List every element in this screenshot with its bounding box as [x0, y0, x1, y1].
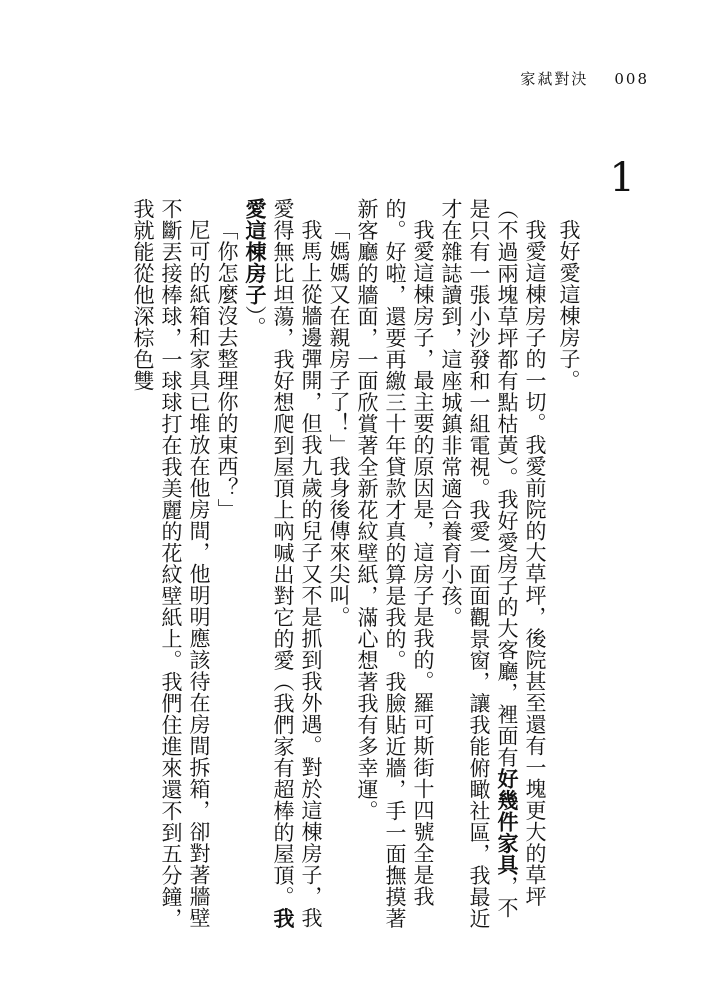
paragraph-7: 尼可的紙箱和家具已堆放在他房間，他明明應該待在房間拆箱，卻對著牆壁不斷丟接棒球，一球球打在我美麗的花紋壁紙上。我們住進來還不到五分鐘，我就能從他深棕色雙: [131, 198, 211, 929]
chapter-number: 1: [609, 155, 635, 201]
paragraph-5-b: ）。: [243, 305, 267, 338]
paragraph-2: [437, 198, 549, 938]
paragraph-5: [241, 198, 325, 938]
paragraph-1: 我好愛這棟房子。: [557, 219, 581, 391]
book-title: 家弒對決: [520, 70, 589, 88]
page-number: 008: [614, 70, 649, 88]
paragraph-2-b: ，不是只有一張小沙發和一組電視。我愛一面面觀景窗，讓我能俯瞰社區，我最近才在雜誌讀到，這座城鎮非常適合養育小孩。: [439, 198, 519, 929]
paragraph-6: 「你怎麼沒去整理你的東西？」: [215, 219, 239, 520]
paragraph-3: 我愛這棟房子，最主要的原因是，這房子是我的。羅可斯街十四號全是我的。好啦，還要再繳三十年貸款才真的算是我的。我臉貼近牆，手一面撫摸著新客廳的牆面，一面欣賞著全新花紋壁紙，滿心想著我有多幸運。: [355, 198, 435, 929]
running-header: [494, 68, 649, 89]
emphasis-love-house: 我愛這棟房子: [243, 198, 296, 929]
paragraph-2-a: 我愛這棟房子的一切。我愛前院的大草坪，後院甚至還有一塊更大的草坪（不過兩塊草坪都有點枯黃）。我好愛房子的大客廳，裡面有: [495, 198, 547, 907]
paragraph-4: 「媽媽又在親房子了！」我身後傳來尖叫。: [327, 219, 351, 628]
emphasis-furniture: 好幾件家具: [495, 768, 520, 876]
vertical-body-text: [93, 198, 583, 938]
paragraph-5-a: 我馬上從牆邊彈開，但我九歲的兒子又不是抓到我外遇。對於這棟房子，我愛得無比坦蕩，我好想爬到屋頂上吶喊出對它的愛（我們家有超棒的屋頂。: [271, 198, 323, 929]
